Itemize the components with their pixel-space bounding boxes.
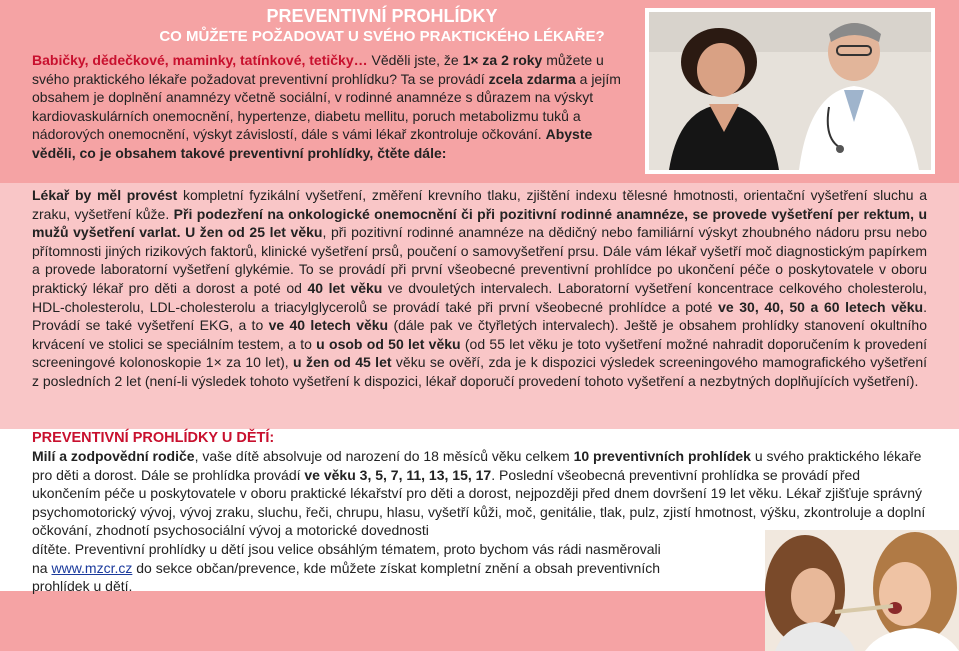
kids-text-4: dítěte. Preventivní prohlídky u dětí jsou velice obsáhlým tématem, proto bychom vás rádi nasměrovali	[32, 540, 661, 557]
kids-text-7: prohlídek u dětí.	[32, 578, 133, 595]
kids-text-1: , vaše dítě absolvuje od narození do 18 měsíců věku celkem	[194, 448, 574, 464]
kids-text-3: . Poslední všeobecná preventivní prohlídka se provádí před ukončením péče u poskytovatele v oboru praktické lékařství pro děti a dorost, nejpozději před dnem dovršení 19 let věku. Lékař zjišťuje správný psychomotorický vývoj, vývoj zraku, sluchu, řeči, chrupu, hlasu, vyšetří kůži, moč, genitálie, tlak, pulz, zjistí hmotnost, výšku, zkontroluje a doplní očkování, zhodnotí psychosociální vývoj a motorické dovednosti	[32, 466, 926, 539]
adult-bold-women-45: u žen od 45 let	[293, 354, 392, 371]
adult-text-8: věku se ověří, zda je k dispozici výsledek screeningového mamografického vyšetření z posledních 2 let (není-li výsledek tohoto vyšetření k dispozici, lékař doporučí provedení tohoto vyšetření a nezbytných doplňujících vyšetření).	[32, 354, 927, 389]
child-exam-illustration	[765, 530, 959, 651]
adult-text-6: (dále pak ve čtyřletých intervalech). Ještě je obsahem prohlídky stanovení okultního krvácení ve stolici se speciálním testem, a to	[32, 317, 927, 352]
child-exam-photo	[765, 530, 959, 651]
adult-text-5: . Provádí se také vyšetření EKG, a to	[32, 298, 927, 334]
kids-text-2: u svého praktického lékaře pro děti a dorost. Dále se prohlídka provádí	[32, 448, 922, 483]
adult-bold-women-25: U žen od 25 let věku	[185, 224, 323, 241]
adult-bold-oncology: Při podezření na onkologické onemocnění či při pozitivní rodinné anamnéze, se provede vyšetření per rektum, u mužů vyšetření varlat.	[32, 205, 928, 241]
page-title: PREVENTIVNÍ PROHLÍDKY	[266, 6, 498, 26]
kids-bold-parents: Milí a zodpovědní rodiče	[32, 448, 195, 464]
adult-bold-ekg: ve 40 letech věku	[268, 317, 389, 334]
adult-exam-paragraph	[32, 186, 927, 391]
intro-paragraph	[32, 51, 634, 163]
adult-text-4: ve dvouletých intervalech. Laboratorní vyšetření koncentrace celkového cholesterolu, HDL-cholesterolu, LDL-cholesterolu a triacylglycerolů se provádí také při první všeobecné prohlídce a poté	[32, 279, 927, 315]
intro-bold-frequency: 1× za 2 roky	[462, 52, 543, 68]
intro-text-3: a jejím obsahem je doplnění anamnézy včetně sociální, v rodinné anamnéze s důrazem na výskyt kardiovaskulárních onemocnění, hypertenze, diabetu mellitu, poruch metabolizmu tuků a nádorových onemocnění, výskyt závislostí, dále s vámi lékař zkontroluje očkování.	[32, 70, 621, 143]
kids-bold-ten: 10 preventivních prohlídek	[573, 448, 751, 464]
kids-heading: PREVENTIVNÍ PROHLÍDKY U DĚTÍ:	[32, 430, 275, 446]
intro-bold-read-on: Abyste věděli, co je obsahem takové preventivní prohlídky, čtěte dále:	[32, 126, 593, 161]
adult-text-3: , při pozitivní rodinné anamnéze na dědičný nebo familiární výskyt zhoubného nádoru prsu nebo přítomnosti jiných rizikových faktorů, klinické vyšetření prsů, poučení o samovyšetření prsu. Dále vám lékař vyšetří moč diagnostickým papírkem a provede laboratorní vyšetření glykémie. To se provádí při první všeobecné preventivní prohlídce po ukončení péče o poskytovatele v oboru praktický lékař pro děti a dorost a poté od	[32, 224, 928, 296]
doctor-patient-photo	[645, 8, 935, 174]
kids-text-5: na	[32, 559, 52, 576]
intro-bold-free: zcela zdarma	[488, 70, 576, 87]
intro-audience: Babičky, dědečkové, maminky, tatínkové, tetičky…	[32, 52, 368, 68]
page-subtitle: CO MŮŽETE POŽADOVAT U SVÉHO PRAKTICKÉHO LÉKAŘE?	[159, 28, 605, 45]
kids-tail	[32, 540, 757, 596]
adult-text-1: kompletní fyzikální vyšetření, změření krevního tlaku, zjištění indexu tělesné hmotnosti, orientační vyšetření sluchu a zraku, vyšetření kůže.	[32, 187, 927, 222]
adult-bold-ages: ve 30, 40, 50 a 60 letech věku	[718, 298, 924, 315]
doctor-patient-illustration	[649, 12, 931, 170]
adult-bold-50: u osob od 50 let věku	[316, 335, 461, 352]
mzcr-link[interactable]: www.mzcr.cz	[51, 559, 133, 576]
kids-bold-ages: ve věku 3, 5, 7, 11, 13, 15, 17	[304, 466, 492, 483]
adult-bold-doctor: Lékař by měl provést	[32, 187, 178, 203]
adult-bold-40: 40 let věku	[307, 279, 383, 296]
intro-text-2: můžete u svého praktického lékaře požadovat preventivní prohlídku? Ta se provádí	[32, 52, 604, 87]
kids-text-6: do sekce občan/prevence, kde můžete získat kompletní znění a obsah preventivních	[132, 559, 660, 576]
adult-text-7: (od 55 let věku je toto vyšetření možné nahradit doporučením k provedení screeningové kolonoskopie 1× za 10 let),	[32, 335, 927, 371]
intro-text-1: Věděli jste, že	[367, 52, 463, 68]
